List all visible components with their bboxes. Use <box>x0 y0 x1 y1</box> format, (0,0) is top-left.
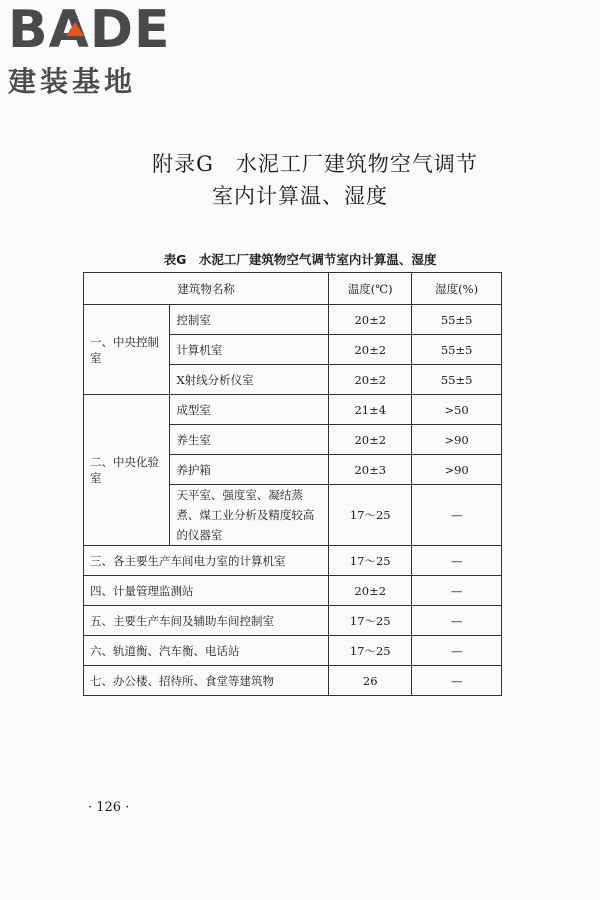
temperature-cell: 20±2 <box>329 425 412 455</box>
logo-wordmark: BADE <box>8 0 171 60</box>
humidity-cell: >50 <box>412 395 502 425</box>
humidity-cell: — <box>412 485 502 546</box>
building-name: 七、办公楼、招待所、食堂等建筑物 <box>84 666 329 696</box>
humidity-cell: — <box>412 546 502 576</box>
table-header-row <box>84 273 502 305</box>
table-row <box>84 666 502 696</box>
temperature-cell: 20±2 <box>329 576 412 606</box>
temperature-cell: 17～25 <box>329 485 412 546</box>
group-name: 二、中央化验室 <box>84 395 170 546</box>
building-name: 四、计量管理监测站 <box>84 576 329 606</box>
sub-item-name: 控制室 <box>170 305 329 335</box>
temperature-cell: 20±2 <box>329 335 412 365</box>
temperature-cell: 17～25 <box>329 546 412 576</box>
group-name: 一、中央控制室 <box>84 305 170 395</box>
appendix-title-line1: 附录G 水泥工厂建筑物空气调节 <box>152 152 478 176</box>
sub-item-name: 成型室 <box>170 395 329 425</box>
temperature-cell: 20±3 <box>329 455 412 485</box>
building-name: 三、各主要生产车间电力室的计算机室 <box>84 546 329 576</box>
humidity-cell: — <box>412 636 502 666</box>
sub-item-name: 天平室、强度室、凝结蒸煮、煤工业分析及精度较高的仪器室 <box>170 485 329 546</box>
table-row <box>84 576 502 606</box>
brand-logo <box>8 0 178 98</box>
temperature-cell: 21±4 <box>329 395 412 425</box>
temperature-cell: 17～25 <box>329 636 412 666</box>
table-row <box>84 606 502 636</box>
logo-accent-triangle-icon <box>66 22 84 36</box>
header-building-name: 建筑物名称 <box>84 273 329 305</box>
humidity-cell: 55±5 <box>412 335 502 365</box>
climate-table <box>83 272 502 696</box>
humidity-cell: — <box>412 606 502 636</box>
page-number: · 126 · <box>88 800 130 815</box>
logo-subtitle: 建装基地 <box>8 65 137 98</box>
sub-item-name: X射线分析仪室 <box>170 365 329 395</box>
header-temperature: 温度(℃) <box>329 273 412 305</box>
humidity-cell: >90 <box>412 455 502 485</box>
building-name: 五、主要生产车间及辅助车间控制室 <box>84 606 329 636</box>
humidity-cell: 55±5 <box>412 305 502 335</box>
sub-item-name: 养护箱 <box>170 455 329 485</box>
appendix-title-line2: 室内计算温、湿度 <box>212 184 388 208</box>
table-caption: 表G 水泥工厂建筑物空气调节室内计算温、湿度 <box>163 252 437 267</box>
table-row <box>84 395 502 425</box>
header-humidity: 湿度(%) <box>412 273 502 305</box>
temperature-cell: 26 <box>329 666 412 696</box>
temperature-cell: 20±2 <box>329 365 412 395</box>
temperature-cell: 17～25 <box>329 606 412 636</box>
sub-item-name: 养生室 <box>170 425 329 455</box>
table-row <box>84 636 502 666</box>
table-row <box>84 305 502 335</box>
table-row <box>84 546 502 576</box>
humidity-cell: >90 <box>412 425 502 455</box>
humidity-cell: — <box>412 576 502 606</box>
temperature-cell: 20±2 <box>329 305 412 335</box>
humidity-cell: — <box>412 666 502 696</box>
humidity-cell: 55±5 <box>412 365 502 395</box>
appendix-title <box>0 148 600 212</box>
building-name: 六、轨道衡、汽车衡、电话站 <box>84 636 329 666</box>
sub-item-name: 计算机室 <box>170 335 329 365</box>
